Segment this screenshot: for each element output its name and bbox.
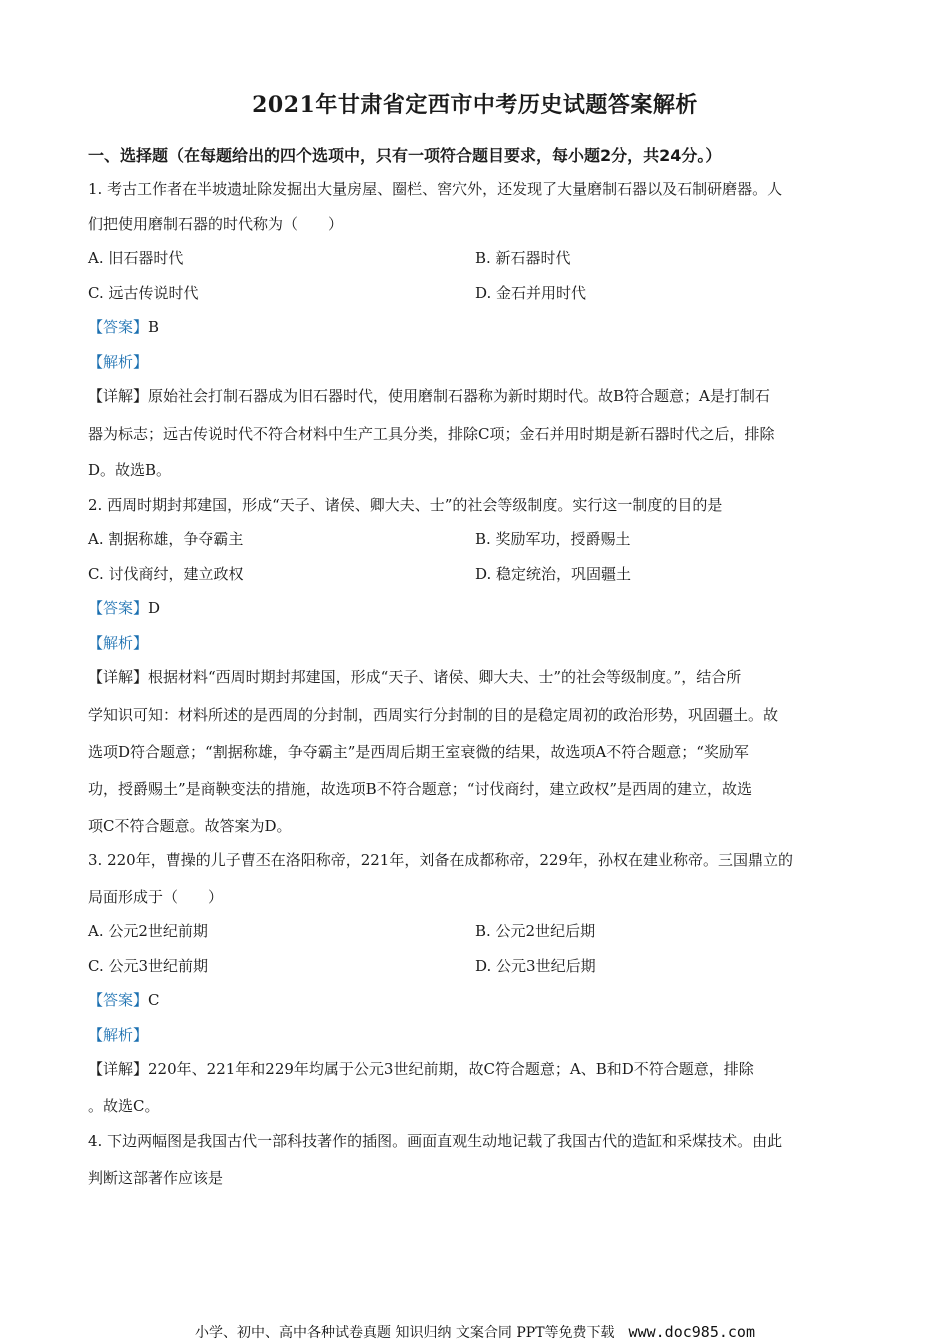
question-2-option-a: A. 割据称雄，争夺霸主: [88, 530, 244, 548]
question-1-detail-line-3: D。故选B。: [88, 461, 172, 479]
question-1-option-c: C. 远古传说时代: [88, 284, 199, 302]
question-2-analysis-tag: [88, 632, 868, 654]
answer-tag: 【答案】: [88, 599, 149, 617]
question-1-answer: [88, 316, 868, 338]
detail-tag: 【详解】: [88, 387, 149, 405]
question-2-option-b: B. 奖励军功，授爵赐土: [475, 530, 631, 548]
detail-tag: 【详解】: [88, 668, 149, 686]
question-3-answer: [88, 989, 868, 1011]
question-2-detail-line-2: 学知识可知：材料所述的是西周的分封制，西周实行分封制的目的是稳定周初的政治形势，巩固疆土。故: [88, 706, 779, 724]
answer-tag: 【答案】: [88, 991, 149, 1009]
question-1-option-d: D. 金石并用时代: [475, 284, 587, 302]
detail-tag: 【详解】: [88, 1060, 149, 1078]
analysis-tag: 【解析】: [88, 1026, 149, 1044]
detail-text: 根据材料“西周时期封邦建国，形成“天子、诸侯、卿大夫、士”的社会等级制度。”，结合所: [148, 668, 742, 686]
question-3-option-a: A. 公元2世纪前期: [88, 922, 208, 940]
question-3-stem-line-1: 3. 220年，曹操的儿子曹丕在洛阳称帝，221年，刘备在成都称帝，229年，孙权在建业称帝。三国鼎立的: [88, 851, 793, 869]
question-2-option-c: C. 讨伐商纣，建立政权: [88, 565, 244, 583]
question-3-option-c: C. 公元3世纪前期: [88, 957, 209, 975]
question-2-detail-line-5: 项C不符合题意。故答案为D。: [88, 817, 292, 835]
detail-text: 原始社会打制石器成为旧石器时代，使用磨制石器称为新时期时代。故B符合题意；A是打制石: [148, 387, 770, 405]
question-1-stem-line-2: 们把使用磨制石器的时代称为（ ）: [88, 215, 344, 233]
page-title: 2021年甘肃省定西市中考历史试题答案解析: [252, 92, 698, 118]
question-1-stem-line-1: 1. 考古工作者在半坡遗址除发掘出大量房屋、圈栏、窖穴外，还发现了大量磨制石器以及石制研磨器。人: [88, 180, 783, 198]
analysis-tag: 【解析】: [88, 353, 149, 371]
footer-url-link[interactable]: www.doc985.com: [628, 1323, 755, 1341]
answer-value: B: [148, 318, 160, 336]
question-3-option-b: B. 公元2世纪后期: [475, 922, 596, 940]
question-2-stem-line-1: 2. 西周时期封邦建国，形成“天子、诸侯、卿大夫、士”的社会等级制度。实行这一制度的目的是: [88, 496, 723, 514]
question-3-stem-line-2: 局面形成于（ ）: [88, 888, 224, 906]
question-1-option-b: B. 新石器时代: [475, 249, 571, 267]
question-1-option-a: A. 旧石器时代: [88, 249, 184, 267]
question-1-analysis-tag: [88, 351, 868, 373]
question-1-detail-line-2: 器为标志；远古传说时代不符合材料中生产工具分类，排除C项；金石并用时期是新石器时代之后，排除: [88, 425, 775, 443]
section-heading: 一、选择题（在每题给出的四个选项中，只有一项符合题目要求，每小题2分，共24分。）: [88, 146, 722, 165]
question-2-detail-line-3: 选项D符合题意；“割据称雄，争夺霸主”是西周后期王室衰微的结果，故选项A不符合题意；“奖励军: [88, 743, 749, 761]
question-4-stem-line-1: 4. 下边两幅图是我国古代一部科技著作的插图。画面直观生动地记载了我国古代的造缸和采煤技术。由此: [88, 1132, 783, 1150]
question-4-stem-line-2: 判断这部著作应该是: [88, 1169, 224, 1187]
question-2-detail-line-4: 功，授爵赐土”是商鞅变法的措施，故选项B不符合题意；“讨伐商纣，建立政权”是西周的建立，故选: [88, 780, 753, 798]
detail-text: 220年、221年和229年均属于公元3世纪前期，故C符合题意；A、B和D不符合题意，排除: [148, 1060, 754, 1078]
analysis-tag: 【解析】: [88, 634, 149, 652]
answer-value: C: [148, 991, 160, 1009]
answer-value: D: [148, 599, 161, 617]
question-3-detail-line-2: 。故选C。: [88, 1097, 160, 1115]
question-1-detail-line-1: [88, 385, 868, 407]
footer-text: 小学、初中、高中各种试卷真题 知识归纳 文案合同 PPT等免费下载: [195, 1325, 615, 1341]
question-2-detail-line-1: [88, 666, 868, 688]
question-3-analysis-tag: [88, 1024, 868, 1046]
question-3-detail-line-1: [88, 1058, 868, 1080]
question-2-option-d: D. 稳定统治，巩固疆土: [475, 565, 632, 583]
answer-tag: 【答案】: [88, 318, 149, 336]
page-footer: [0, 1322, 950, 1342]
question-3-option-d: D. 公元3世纪后期: [475, 957, 596, 975]
question-2-answer: [88, 597, 868, 619]
